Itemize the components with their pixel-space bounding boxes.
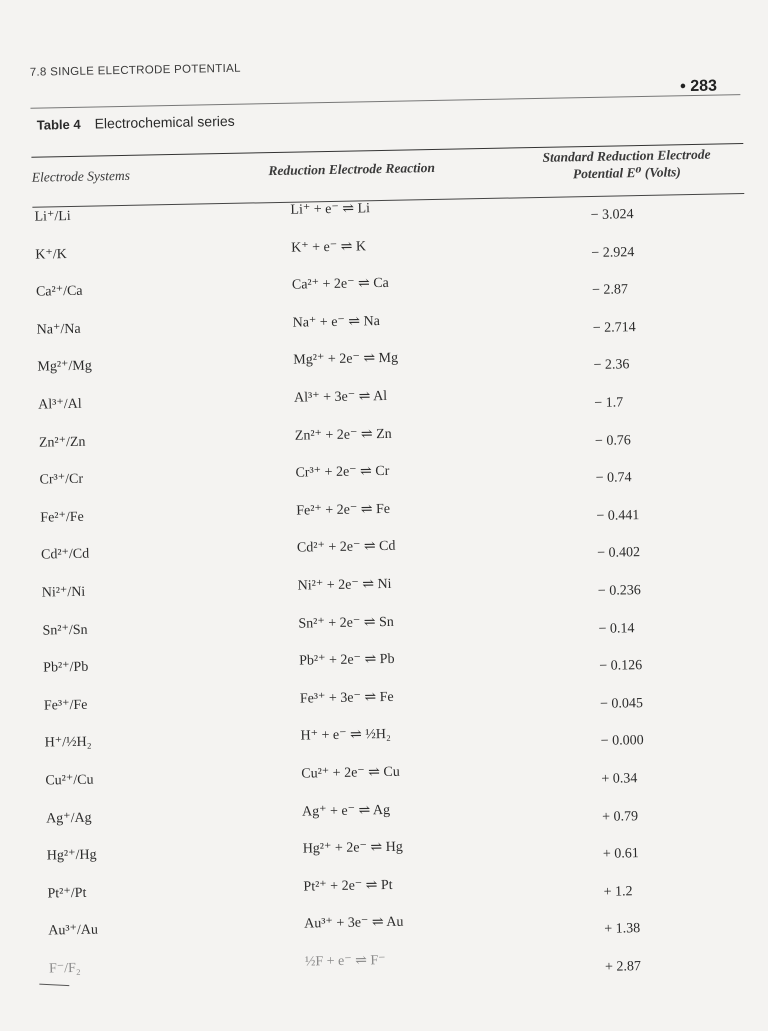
reaction-cell: Fe²⁺ + 2e⁻ ⇌ Fe [296,501,391,519]
table-row [10,608,768,653]
reaction-cell: Al³⁺ + 3e⁻ ⇌ Al [293,388,388,406]
electrode-cell: Sn²⁺/Sn [42,622,88,639]
potential-cell: − 0.236 [597,583,641,599]
table-row [10,570,768,615]
potential-cell: + 2.87 [604,959,642,975]
reaction-cell: Zn²⁺ + 2e⁻ ⇌ Zn [294,426,392,444]
table-row [8,495,768,540]
table-row [15,834,768,879]
column-header-potential [501,145,752,184]
reaction-cell: Fe³⁺ + 3e⁻ ⇌ Fe [299,689,394,707]
electrode-cell: Al³⁺/Al [38,396,82,413]
table-row [6,382,768,427]
table-row [4,270,768,315]
potential-cell: − 2.924 [591,244,635,261]
electrode-cell: Cd²⁺/Cd [40,547,90,563]
reaction-cell: Au³⁺ + 3e⁻ ⇌ Au [304,915,404,933]
potential-cell: + 1.38 [604,921,641,938]
potential-cell: − 2.87 [591,282,629,299]
table-row [2,195,768,240]
column-header-reaction: Reduction Electrode Reaction [268,159,436,179]
reaction-cell: Cr³⁺ + 2e⁻ ⇌ Cr [295,464,390,481]
potential-cell: − 0.402 [596,545,641,562]
header-divider [30,94,740,109]
reaction-cell: Pt²⁺ + 2e⁻ ⇌ Pt [303,877,393,895]
table-row [16,909,768,954]
potential-cell: + 0.34 [601,771,638,787]
reaction-cell: K⁺ + e⁻ ⇌ K [291,238,367,256]
electrode-cell: H⁺/½H₂ [44,735,92,751]
potential-cell: − 2.36 [593,357,630,374]
electrode-cell: K⁺/K [35,246,67,263]
potential-cell: − 0.441 [596,507,640,524]
reaction-cell: Mg²⁺ + 2e⁻ ⇌ Mg [293,351,399,369]
potential-cell: − 0.126 [599,658,643,675]
table-row [7,420,768,465]
electrode-cell: Li⁺/Li [34,208,71,225]
running-head: 7.8 SINGLE ELECTRODE POTENTIAL [29,62,241,79]
table-title: Electrochemical series [94,112,235,132]
potential-cell: − 0.045 [599,695,644,712]
potential-cell: + 1.2 [603,884,633,900]
electrode-cell: Cr³⁺/Cr [39,471,84,488]
table-row [14,796,768,841]
table-caption [37,113,235,133]
potential-cell: + 0.61 [602,846,639,863]
potential-cell: − 0.14 [598,620,635,637]
reaction-cell: ½F + e⁻ ⇌ F⁻ [304,953,386,970]
potential-cell: + 0.79 [602,808,639,825]
electrode-cell: Ni²⁺/Ni [41,584,86,601]
reaction-cell: H⁺ + e⁻ ⇌ ½H₂ [300,727,391,745]
table-row [13,721,768,766]
reaction-cell: Pb²⁺ + 2e⁻ ⇌ Pb [299,652,395,669]
electrode-cell: Mg²⁺/Mg [37,358,92,376]
electrode-cell: Fe³⁺/Fe [43,697,88,714]
reaction-cell: Cu²⁺ + 2e⁻ ⇌ Cu [301,764,400,782]
potential-cell: − 0.74 [595,470,632,487]
table-row [3,232,768,277]
electrode-cell: Cu²⁺/Cu [45,772,94,789]
electrode-cell: Ca²⁺/Ca [35,283,83,300]
reaction-cell: Ca²⁺ + 2e⁻ ⇌ Ca [291,276,389,293]
table-row [9,533,768,578]
reaction-cell: Sn²⁺ + 2e⁻ ⇌ Sn [298,614,394,632]
electrode-cell: Na⁺/Na [36,321,81,338]
potential-cell: − 1.7 [594,395,624,411]
column-header-electrode: Electrode Systems [31,167,131,185]
electrode-cell: Pt²⁺/Pt [47,885,87,902]
column-header-potential-line2: Potential E⁰ (Volts) [572,164,681,182]
reaction-cell: Ag⁺ + e⁻ ⇌ Ag [301,802,391,820]
potential-cell: − 0.000 [600,733,644,750]
reaction-cell: Hg²⁺ + 2e⁻ ⇌ Hg [302,839,403,857]
electrode-cell: Pb²⁺/Pb [43,659,89,676]
table-row [7,458,768,503]
table-row [5,307,768,352]
electrode-cell: Ag⁺/Ag [45,810,92,827]
page-number: • 283 [680,77,718,96]
table-row [12,683,768,728]
reaction-cell: Na⁺ + e⁻ ⇌ Na [292,313,381,331]
potential-cell: − 2.714 [592,319,636,336]
potential-cell: − 3.024 [590,207,634,223]
table-number: Table 4 [36,116,81,133]
reaction-cell: Cd²⁺ + 2e⁻ ⇌ Cd [296,539,396,557]
table-row [13,758,768,803]
reaction-cell: Li⁺ + e⁻ ⇌ Li [290,201,371,218]
table-row [5,345,768,390]
electrode-cell: Zn²⁺/Zn [38,434,86,451]
electrode-cell: Fe²⁺/Fe [40,509,84,526]
potential-cell: − 0.76 [594,432,632,449]
electrode-cell: F⁻/F₂ [48,960,81,977]
table-row [17,946,768,991]
table-row [15,871,768,916]
electrode-cell: Au³⁺/Au [48,922,99,939]
column-header-potential-line1: Standard Reduction Electrode [542,146,711,165]
reaction-cell: Ni²⁺ + 2e⁻ ⇌ Ni [297,576,392,594]
table-row [11,646,768,691]
electrode-cell: Hg²⁺/Hg [46,847,97,864]
